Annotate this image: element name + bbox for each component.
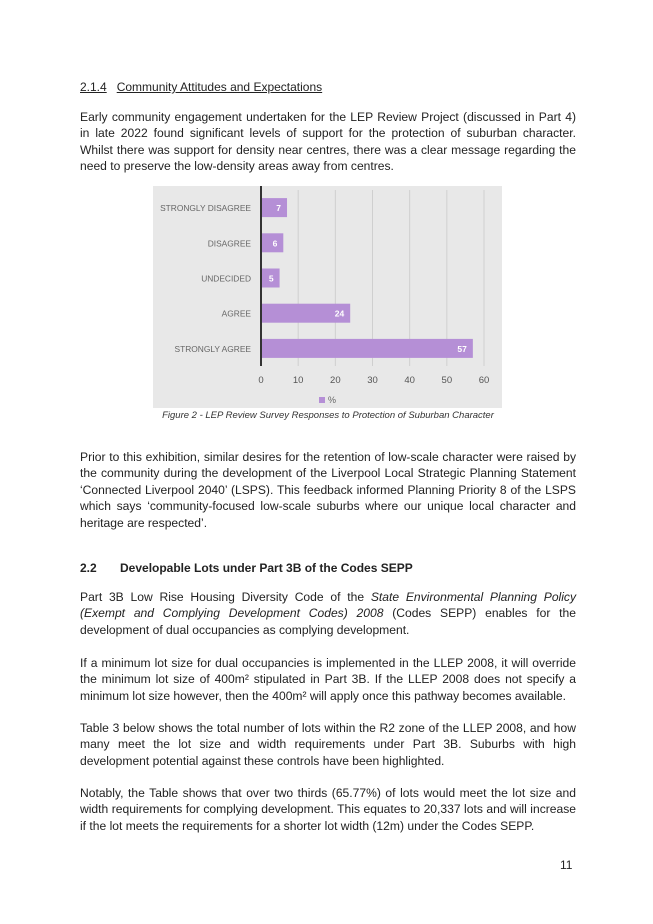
- policy-title: State Environmental Planning Policy (Exempt and Complying Development Codes) 2008: [80, 590, 577, 621]
- data-label: 57: [457, 343, 467, 354]
- paragraph-lsps: Prior to this exhibition, similar desires for the retention of low-scale character were raised by the community during the development of the Liverpool Local Strategic Planning Statement ‘Connected Liverpool 2040’ (LSPS). This feedback informed Planning Priority 8 of the LSPS which says ‘community-focused low-scale suburbs where our unique local character and heritage are respected’.: [80, 450, 576, 530]
- section-heading-2-1-4: [80, 80, 322, 94]
- survey-bar-chart: [153, 186, 502, 408]
- category-label: STRONGLY DISAGREE: [160, 203, 251, 214]
- section-number: 2.2: [80, 561, 97, 575]
- section-heading-2-2: [80, 561, 413, 575]
- legend-swatch: [319, 397, 325, 403]
- x-tick-label: 30: [367, 375, 378, 386]
- chart-svg: [153, 186, 502, 408]
- page-number: 11: [560, 858, 573, 872]
- data-label: 5: [268, 273, 274, 284]
- paragraph-community-engagement: Early community engagement undertaken for the LEP Review Project (discussed in Part 4) in late 2022 found significant levels of support for the protection of suburban character. Whilst there was support for density near centres, there was a clear message regarding the need to preserve the low-density areas away from centres.: [80, 110, 576, 174]
- category-label: AGREE: [221, 308, 251, 319]
- figure-caption: Figure 2 - LEP Review Survey Responses to Protection of Suburban Character: [162, 410, 494, 421]
- bar: [261, 339, 473, 358]
- section-title: Community Attitudes and Expectations: [116, 80, 323, 94]
- paragraph-minimum-lot-size: If a minimum lot size for dual occupancies is implemented in the LLEP 2008, it will override the minimum lot size of 400m² stipulated in Part 3B. If the LLEP 2008 does not specify a minimum lot size however, then the 400m² will apply once this pathway becomes available.: [80, 656, 576, 703]
- section-title: Developable Lots under Part 3B of the Codes SEPP: [120, 561, 413, 575]
- x-tick-label: 0: [258, 375, 264, 386]
- section-number: 2.1.4: [80, 80, 107, 94]
- data-label: 7: [276, 203, 282, 214]
- paragraph-text: (Codes SEPP) enables for the development of dual occupancies as complying development.: [80, 606, 576, 637]
- data-label: 6: [272, 238, 278, 249]
- legend-label: %: [328, 395, 337, 405]
- x-tick-label: 50: [441, 375, 453, 386]
- data-label: 24: [334, 308, 345, 319]
- paragraph-text: Part 3B Low Rise Housing Diversity Code of the: [80, 590, 371, 604]
- x-tick-label: 40: [404, 375, 415, 386]
- category-label: STRONGLY AGREE: [174, 343, 251, 354]
- category-label: DISAGREE: [207, 238, 251, 249]
- x-tick-label: 60: [478, 375, 490, 386]
- x-tick-label: 20: [330, 375, 341, 386]
- paragraph-two-thirds: Notably, the Table shows that over two thirds (65.77%) of lots would meet the lot size and width requirements for complying development. This equates to 20,337 lots and will increase if the lot meets the requirements for a shorter lot width (12m) under the Codes SEPP.: [80, 786, 576, 833]
- paragraph-codes-sepp: [80, 589, 576, 638]
- x-tick-label: 10: [292, 375, 304, 386]
- bar: [261, 198, 287, 217]
- paragraph-table-3: Table 3 below shows the total number of lots within the R2 zone of the LLEP 2008, and how many meet the lot size and width requirements under Part 3B. Suburbs with high development potential against these controls have been highlighted.: [80, 721, 576, 768]
- category-label: UNDECIDED: [201, 273, 251, 284]
